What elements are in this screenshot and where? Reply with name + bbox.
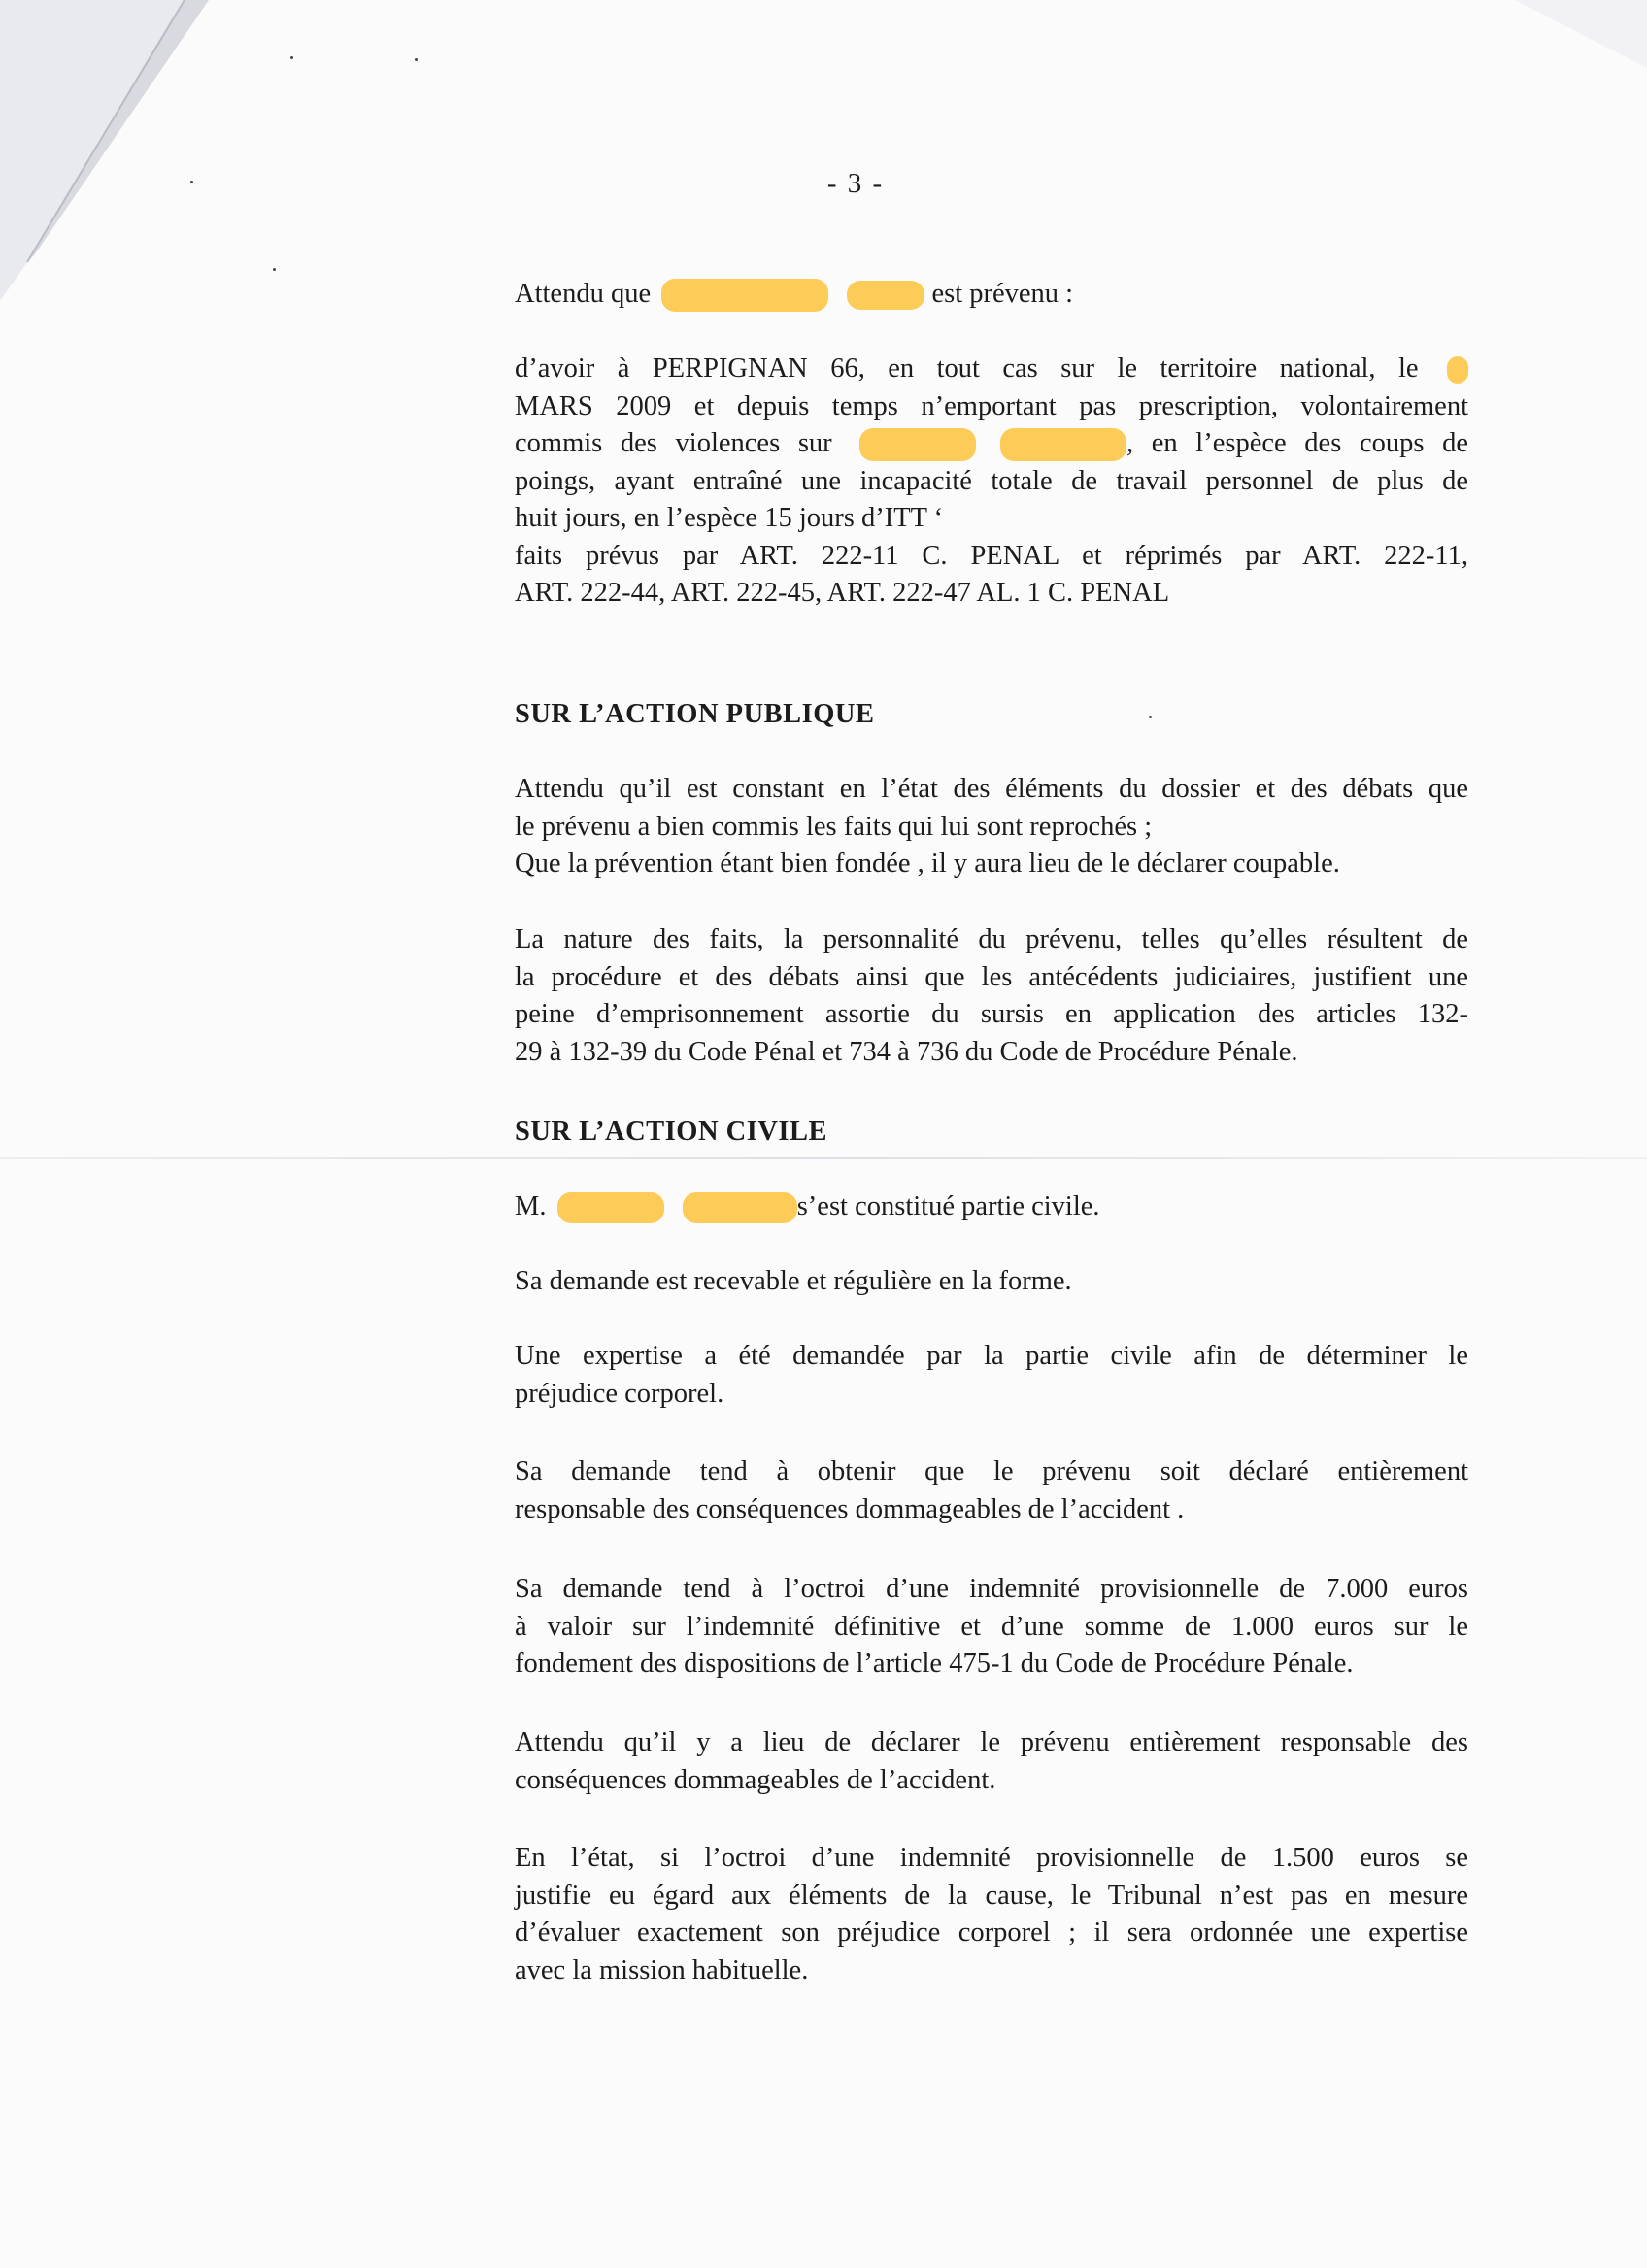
recevable-paragraph: [515, 1263, 1468, 1301]
intro-before: Attendu que: [515, 279, 652, 309]
attendu-responsable-paragraph: [515, 1724, 1468, 1799]
text-line: le prévenu a bien commis les faits qui lui sont reprochés ;: [515, 811, 1153, 842]
etat-paragraph: [515, 1840, 1468, 1989]
heading-action-civile: SUR L’ACTION CIVILE: [515, 1117, 828, 1147]
responsable-paragraph: [515, 1453, 1468, 1528]
heading-action-publique: SUR L’ACTION PUBLIQUE: [515, 699, 875, 729]
text-line: à valoir sur l’indemnité définitive et d’une somme de 1.000 euros sur le: [515, 1611, 1468, 1642]
text-line: responsable des conséquences dommageables de l’accident .: [515, 1493, 1185, 1524]
horizontal-fold-crease: [0, 1157, 1647, 1159]
text-line: Sa demande tend à l’octroi d’une indemnité provisionnelle de 7.000 euros: [515, 1574, 1468, 1604]
text-line: justifie eu égard aux éléments de la cause, le Tribunal n’est pas en mesure: [515, 1880, 1468, 1911]
charge-paragraph: [515, 350, 1468, 613]
action-publique-paragraph-1: [515, 771, 1468, 884]
text-line: Sa demande est recevable et régulière en la forme.: [515, 1266, 1072, 1296]
charge-line: huit jours, en l’espèce 15 jours d’ITT ‘: [515, 503, 944, 533]
page-number: - 3 -: [826, 168, 885, 199]
charge-line: MARS 2009 et depuis temps n’emportant pas prescription, volontairement: [515, 390, 1468, 421]
scan-speck: [1149, 716, 1152, 718]
charge-line: ART. 222-44, ART. 222-45, ART. 222-47 AL. 1 C. PENAL: [515, 578, 1170, 608]
text-line: Attendu qu’il y a lieu de déclarer le prévenu entièrement responsable des: [515, 1727, 1468, 1757]
scan-speck: [273, 268, 276, 271]
text-line: la procédure et des débats ainsi que les antécédents judiciaires, justifient une: [515, 961, 1468, 992]
text-line: La nature des faits, la personnalité du prévenu, telles qu’elles résultent de: [515, 924, 1468, 954]
text-line: fondement des dispositions de l’article 475-1 du Code de Procédure Pénale.: [515, 1649, 1354, 1679]
text-line: Une expertise a été demandée par la partie civile afin de déterminer le: [515, 1341, 1468, 1371]
text-line: d’évaluer exactement son préjudice corporel ; il sera ordonnée une expertise: [515, 1918, 1468, 1948]
text-line: avec la mission habituelle.: [515, 1954, 809, 1985]
redaction-civil-party-surname: [683, 1192, 797, 1223]
scan-speck: [290, 56, 293, 59]
text-line: En l’état, si l’octroi d’une indemnité provisionnelle de 1.500 euros se: [515, 1843, 1468, 1873]
charge-line: poings, ayant entraîné une incapacité totale de travail personnel de plus de: [515, 465, 1468, 496]
text-line: préjudice corporel.: [515, 1378, 724, 1409]
partie-civile-line: M. s’est constitué partie civile.: [515, 1188, 1468, 1226]
text-line: conséquences dommageables de l’accident.: [515, 1764, 996, 1795]
redaction-victim-surname: [1000, 428, 1126, 461]
text-line: Attendu qu’il est constant en l’état des éléments du dossier et des débats que: [515, 774, 1468, 804]
charge-line: d’avoir à PERPIGNAN 66, en tout cas sur le territoire national, le: [515, 350, 1468, 388]
redaction-surname: [847, 281, 924, 310]
text-line: 29 à 132-39 du Code Pénal et 734 à 736 du Code de Procédure Pénale.: [515, 1036, 1298, 1067]
charge-line: commis des violences sur , en l’espèce des coups de: [515, 425, 1468, 463]
redaction-name: [661, 279, 828, 312]
redaction-victim-name: [859, 428, 976, 461]
charge-line: faits prévus par ART. 222-11 C. PENAL et réprimés par ART. 222-11,: [515, 540, 1468, 571]
text-line: Que la prévention étant bien fondée , il y aura lieu de le déclarer coupable.: [515, 849, 1340, 879]
text-line: Sa demande tend à obtenir que le prévenu soit déclaré entièrement: [515, 1456, 1468, 1486]
attendu-intro: [515, 276, 1468, 314]
expertise-paragraph: [515, 1338, 1468, 1413]
octroi-paragraph: [515, 1571, 1468, 1684]
action-publique-paragraph-2: [515, 921, 1468, 1071]
intro-after: est prévenu :: [931, 279, 1074, 309]
redaction-date: [1447, 356, 1468, 384]
scan-speck: [415, 58, 418, 61]
text-line: peine d’emprisonnement assortie du sursis en application des articles 132-: [515, 999, 1468, 1029]
redaction-civil-party-name: [557, 1192, 664, 1223]
